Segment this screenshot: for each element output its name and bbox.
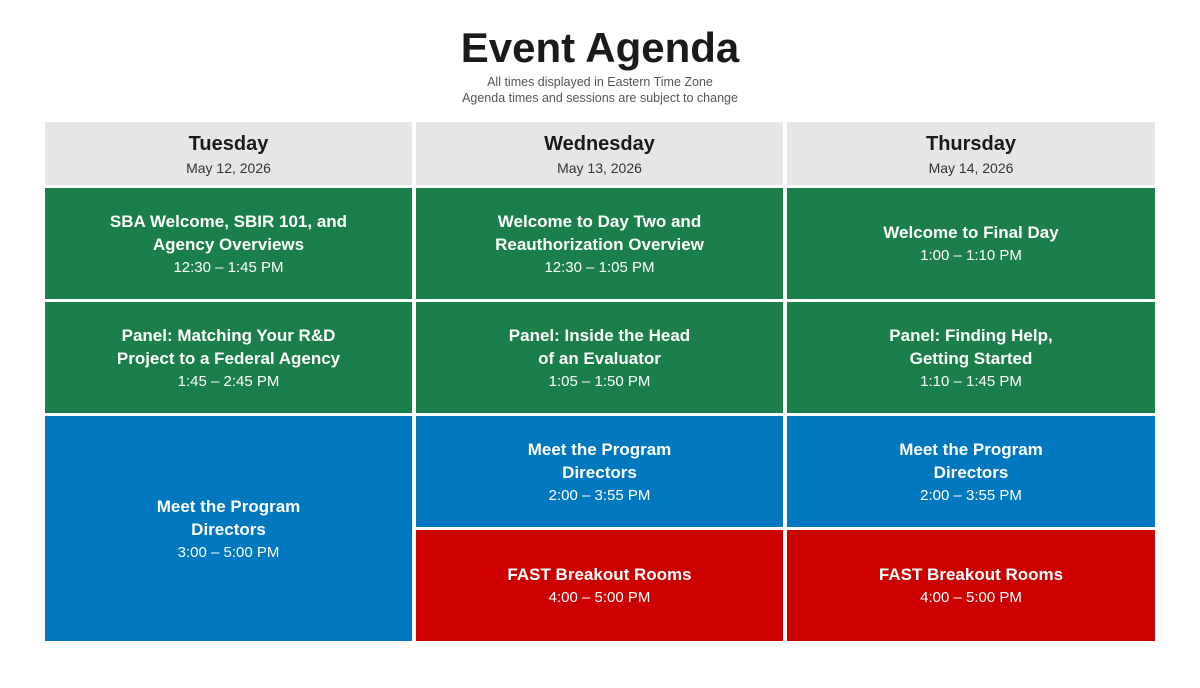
- session-time: 1:05 – 1:50 PM: [548, 372, 651, 390]
- session-card[interactable]: [416, 530, 783, 641]
- session-time: 1:00 – 1:10 PM: [920, 247, 1022, 264]
- session-card[interactable]: [416, 188, 783, 299]
- agenda-grid: [45, 122, 1155, 643]
- page-title: Event Agenda: [460, 24, 740, 71]
- session-card[interactable]: [45, 188, 412, 299]
- session-time: 3:00 – 5:00 PM: [177, 543, 280, 561]
- session-card[interactable]: [787, 188, 1155, 299]
- session-title: Meet the Program Directors: [899, 439, 1043, 482]
- session-time: 4:00 – 5:00 PM: [548, 589, 651, 606]
- session-time: 12:30 – 1:05 PM: [544, 258, 655, 276]
- day-date: May 13, 2026: [557, 159, 642, 176]
- day-date: May 14, 2026: [928, 159, 1014, 176]
- day-header-thursday: [787, 122, 1155, 185]
- session-title: Panel: Inside the Head of an Evaluator: [508, 325, 691, 368]
- session-card[interactable]: [787, 530, 1155, 641]
- session-time: 4:00 – 5:00 PM: [920, 589, 1022, 606]
- day-name: Tuesday: [188, 132, 269, 155]
- session-card[interactable]: [787, 416, 1155, 527]
- session-time: 1:10 – 1:45 PM: [920, 372, 1022, 390]
- session-title: Panel: Finding Help, Getting Started: [889, 325, 1053, 368]
- session-time: 2:00 – 3:55 PM: [548, 486, 651, 504]
- session-card[interactable]: [416, 302, 783, 413]
- session-card[interactable]: [45, 416, 412, 641]
- session-title: Welcome to Final Day: [883, 223, 1059, 242]
- day-header-tuesday: [45, 122, 412, 185]
- session-title: FAST Breakout Rooms: [878, 565, 1064, 584]
- session-time: 12:30 – 1:45 PM: [173, 258, 284, 276]
- session-title: Welcome to Day Two and Reauthorization Overview: [495, 211, 704, 254]
- session-title: Panel: Matching Your R&D Project to a Federal Agency: [116, 325, 341, 368]
- session-card[interactable]: [416, 416, 783, 527]
- session-title: SBA Welcome, SBIR 101, and Agency Overviews: [109, 211, 348, 254]
- day-header-wednesday: [416, 122, 783, 185]
- day-name: Wednesday: [544, 132, 655, 155]
- session-title: Meet the Program Directors: [156, 496, 301, 539]
- change-disclaimer: Agenda times and sessions are subject to change: [462, 91, 738, 105]
- timezone-note: All times displayed in Eastern Time Zone: [487, 75, 713, 89]
- session-time: 1:45 – 2:45 PM: [177, 372, 280, 390]
- session-card[interactable]: [787, 302, 1155, 413]
- day-name: Thursday: [925, 132, 1017, 155]
- session-title: FAST Breakout Rooms: [507, 565, 692, 584]
- session-time: 2:00 – 3:55 PM: [920, 486, 1022, 504]
- session-title: Meet the Program Directors: [527, 439, 672, 482]
- day-date: May 12, 2026: [186, 159, 271, 176]
- session-card[interactable]: [45, 302, 412, 413]
